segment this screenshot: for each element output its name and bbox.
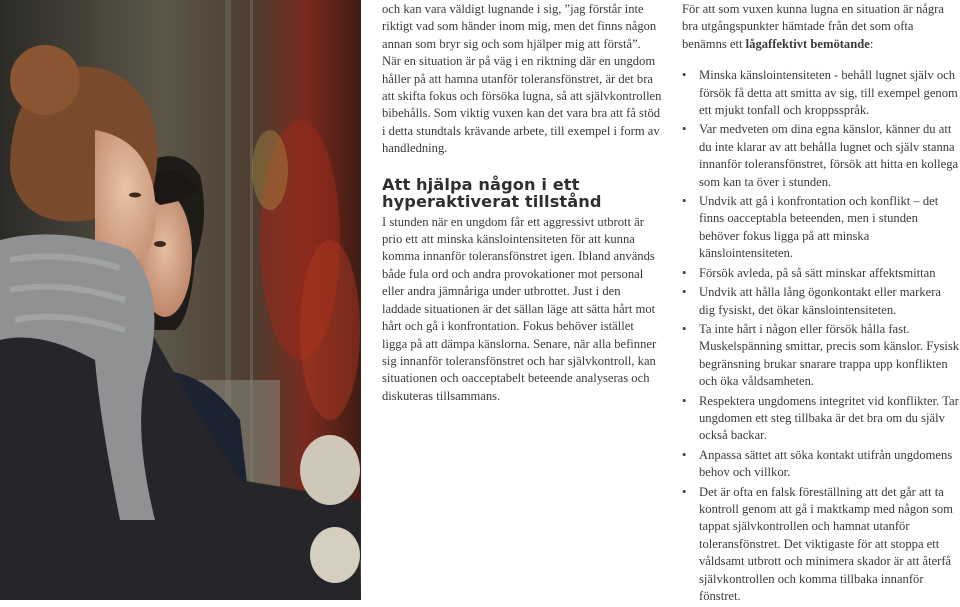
advice-list	[682, 67, 960, 605]
bullet-icon: •	[682, 68, 687, 83]
bullet-icon: •	[682, 265, 687, 280]
list-item	[682, 447, 960, 482]
middle-column	[382, 0, 662, 405]
list-item	[682, 265, 960, 282]
photo-two-girls	[0, 0, 361, 600]
list-item-text: Undvik att gå i konfrontation och konflikt – det finns oacceptabla beteenden, men i stunden behöver fokus ligga på att minska känslointensiteten.	[699, 194, 939, 261]
list-item	[682, 121, 960, 191]
bullet-icon: •	[682, 122, 687, 137]
list-item-text: Ta inte hårt i någon eller försök hålla fast. Muskelspänning smittar, precis som känslor. Fysisk begränsning brukar snarare trappa upp konflikten och öka våldsamheten.	[699, 321, 960, 389]
bullet-icon: •	[682, 285, 687, 300]
list-item-text: Respektera ungdomens integritet vid konflikter. Tar ungdomen ett steg tillbaka är det bra om du själv också backar.	[699, 393, 959, 443]
list-item	[682, 193, 960, 263]
right-column	[682, 0, 960, 607]
paragraph-intro: och kan vara väldigt lugnande i sig, ”jag förstår inte riktigt vad som händer inom mig, men det finns någon annan som bryr sig och som hjälper mig att förstå”. När en situation är på väg i en riktning där en ungdom håller på att hamna utanför toleransfönstret, är det bra att skifta fokus och försöka lugna, så att självkontrollen bibehålls. Som viktig vuxen kan det vara bra att få stöd i detta stundtals krävande arbete, till exempel i form av handledning.	[382, 2, 662, 156]
paragraph-body: I stunden när en ungdom får ett aggressivt utbrott är prio ett att minska känslointensiteten för att kunna komma innanför toleransfönstret igen. Ibland används både fula ord och andra provokationer mot personal eller andra jämnåriga under utbrottet. Just i den laddade situationen är det sällan läge att sätta hårt mot hårt och gå i konfrontation. Fokus behöver istället ligga på att dämpa känslorna. Senare, när alla befinner sig innanför toleransfönstret och har självkontroll, kan situationen och oacceptabelt beteende analyseras och diskuteras tillsammans.	[382, 214, 657, 403]
list-item-text: Var medveten om dina egna känslor, känner du att du inte klarar av att behålla lugnet och själv stanna innanför toleransfönstret, försök att hitta en kollega som kan ta över i stunden.	[699, 122, 959, 189]
intro-bold-term: lågaffektivt bemötande	[745, 36, 870, 51]
list-item	[682, 284, 960, 319]
list-item	[682, 393, 960, 445]
intro-text: För att som vuxen kunna lugna en situation är några bra utgångspunkter hämtade från det som ofta benämns ett	[682, 2, 944, 51]
bullet-icon: •	[682, 393, 687, 408]
bullet-icon: •	[682, 194, 687, 209]
list-item-text: Minska känslointensiteten - behåll lugnet själv och försök få detta att smitta av sig, till exempel genom ett mjukt tonfall och kroppsspråk.	[699, 68, 958, 118]
bullets-intro	[682, 1, 960, 53]
photo-illustration	[0, 0, 361, 600]
list-item-text: Försök avleda, på så sätt minskar affektsmittan	[699, 265, 936, 280]
list-item-text: Anpassa sättet att söka kontakt utifrån ungdomens behov och villkor.	[699, 447, 953, 480]
list-item	[682, 67, 960, 119]
intro-colon: :	[869, 36, 874, 51]
bullet-icon: •	[682, 321, 687, 336]
bullet-icon: •	[682, 484, 687, 499]
list-item-text: Undvik att hålla lång ögonkontakt eller markera dig fysiskt, det ökar känslointensiteten.	[699, 285, 941, 317]
section-heading: Att hjälpa någon i ett hyperaktiverat tillstånd	[382, 174, 602, 211]
list-item-text: Det är ofta en falsk föreställning att det går att ta kontroll genom att gå i maktkamp med någon som tappat självkontrollen och hamnat utanför toleransfönstret. Det viktigaste för att stoppa ett våldsamt utbrott och minimera skador är att återfå självkontrollen och komma tillbaka innanför fönstret.	[699, 484, 953, 603]
list-item	[682, 484, 960, 606]
list-item	[682, 321, 960, 391]
bullet-icon: •	[682, 447, 687, 462]
